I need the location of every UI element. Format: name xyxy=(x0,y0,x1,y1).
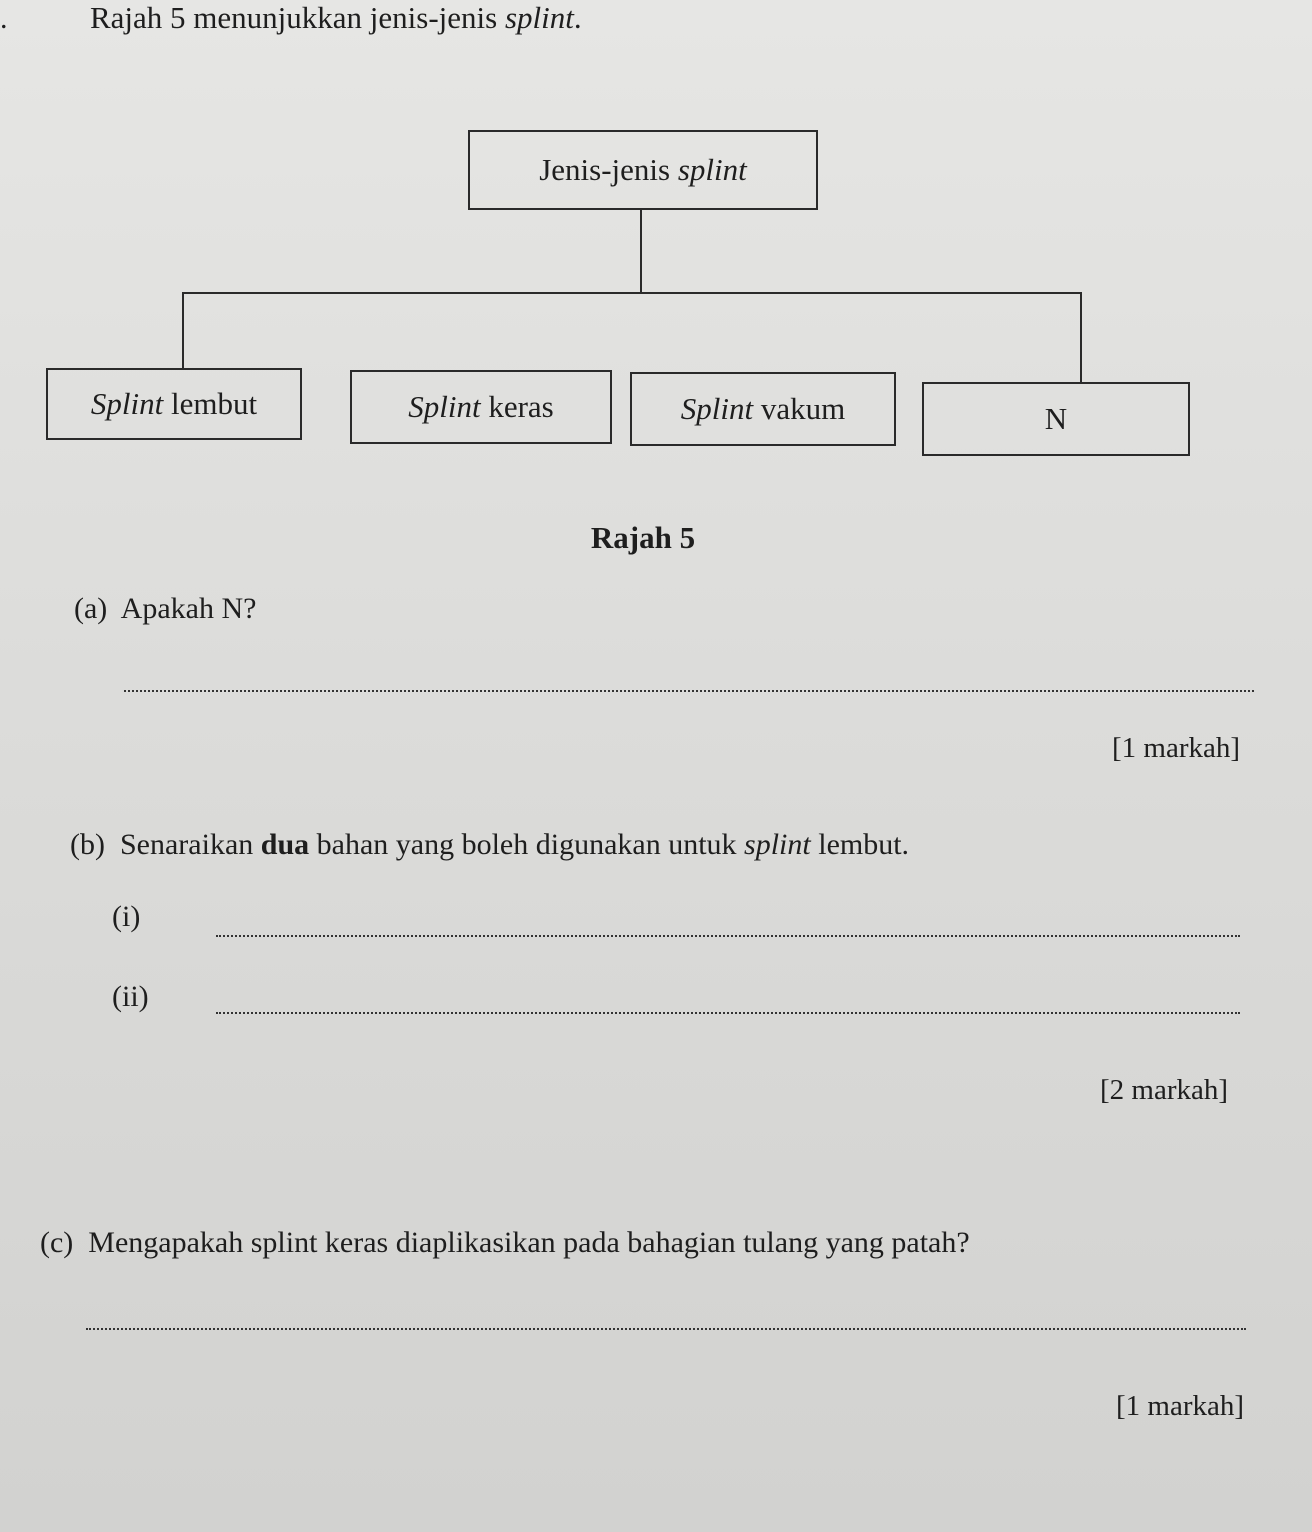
child-label xyxy=(681,391,845,427)
child-text: keras xyxy=(480,389,554,424)
intro-end: . xyxy=(573,0,582,35)
root-italic: splint xyxy=(677,152,747,187)
question-intro xyxy=(90,0,582,36)
child-italic: Splint xyxy=(408,389,481,424)
intro-italic: splint xyxy=(504,0,574,35)
child-text: lembut xyxy=(163,386,258,421)
diagram-child-box-n xyxy=(922,382,1190,456)
child-italic: Splint xyxy=(90,386,164,421)
part-c-label: (c) xyxy=(40,1226,74,1259)
connector-right-drop xyxy=(1080,292,1082,384)
part-a-text: Apakah N? xyxy=(120,592,257,625)
child-label xyxy=(408,389,554,425)
intro-text: Rajah 5 menunjukkan jenis-jenis xyxy=(90,0,505,35)
child-label xyxy=(91,386,257,422)
part-b-answer-line-i[interactable] xyxy=(216,935,1240,937)
part-b-marks: [2 markah] xyxy=(1100,1074,1229,1106)
part-c-marks: [1 markah] xyxy=(1116,1390,1245,1422)
part-a-label: (a) xyxy=(74,592,108,625)
child-label xyxy=(1045,401,1067,437)
question-number: . xyxy=(0,2,8,35)
child-text: vakum xyxy=(753,391,846,426)
root-text: Jenis-jenis xyxy=(539,152,678,187)
part-c-answer-line[interactable] xyxy=(86,1328,1246,1330)
part-b-text-after: lembut. xyxy=(810,828,910,861)
diagram-child-box-keras xyxy=(350,370,612,444)
part-b-label: (b) xyxy=(70,828,105,861)
connector-horizontal xyxy=(182,292,1082,294)
part-b-text-italic: splint xyxy=(744,828,811,861)
child-italic: Splint xyxy=(680,391,754,426)
part-a-question xyxy=(74,592,256,626)
connector-left-drop xyxy=(182,292,184,368)
part-c-text: Mengapakah splint keras diaplikasikan pada bahagian tulang yang patah? xyxy=(88,1226,970,1259)
part-b-item-label: (ii) xyxy=(112,980,149,1013)
part-b-text-mid: bahan yang boleh digunakan untuk xyxy=(309,828,745,861)
diagram-root-box xyxy=(468,130,818,210)
part-c-question xyxy=(40,1226,970,1260)
part-b-answer-line-ii[interactable] xyxy=(216,1012,1240,1014)
diagram-child-box-vakum xyxy=(630,372,896,446)
root-label xyxy=(539,152,747,188)
diagram-caption: Rajah 5 xyxy=(590,520,696,555)
part-b-text-before: Senaraikan xyxy=(119,828,261,861)
child-text: N xyxy=(1044,401,1068,436)
part-a-marks: [1 markah] xyxy=(1112,732,1241,764)
part-a-answer-line[interactable] xyxy=(124,690,1254,692)
diagram-child-box-lembut xyxy=(46,368,302,440)
part-b-question xyxy=(70,828,909,862)
part-b-text-bold: dua xyxy=(260,828,310,861)
part-b-item-label: (i) xyxy=(112,900,141,933)
connector-root-stem xyxy=(640,210,642,294)
